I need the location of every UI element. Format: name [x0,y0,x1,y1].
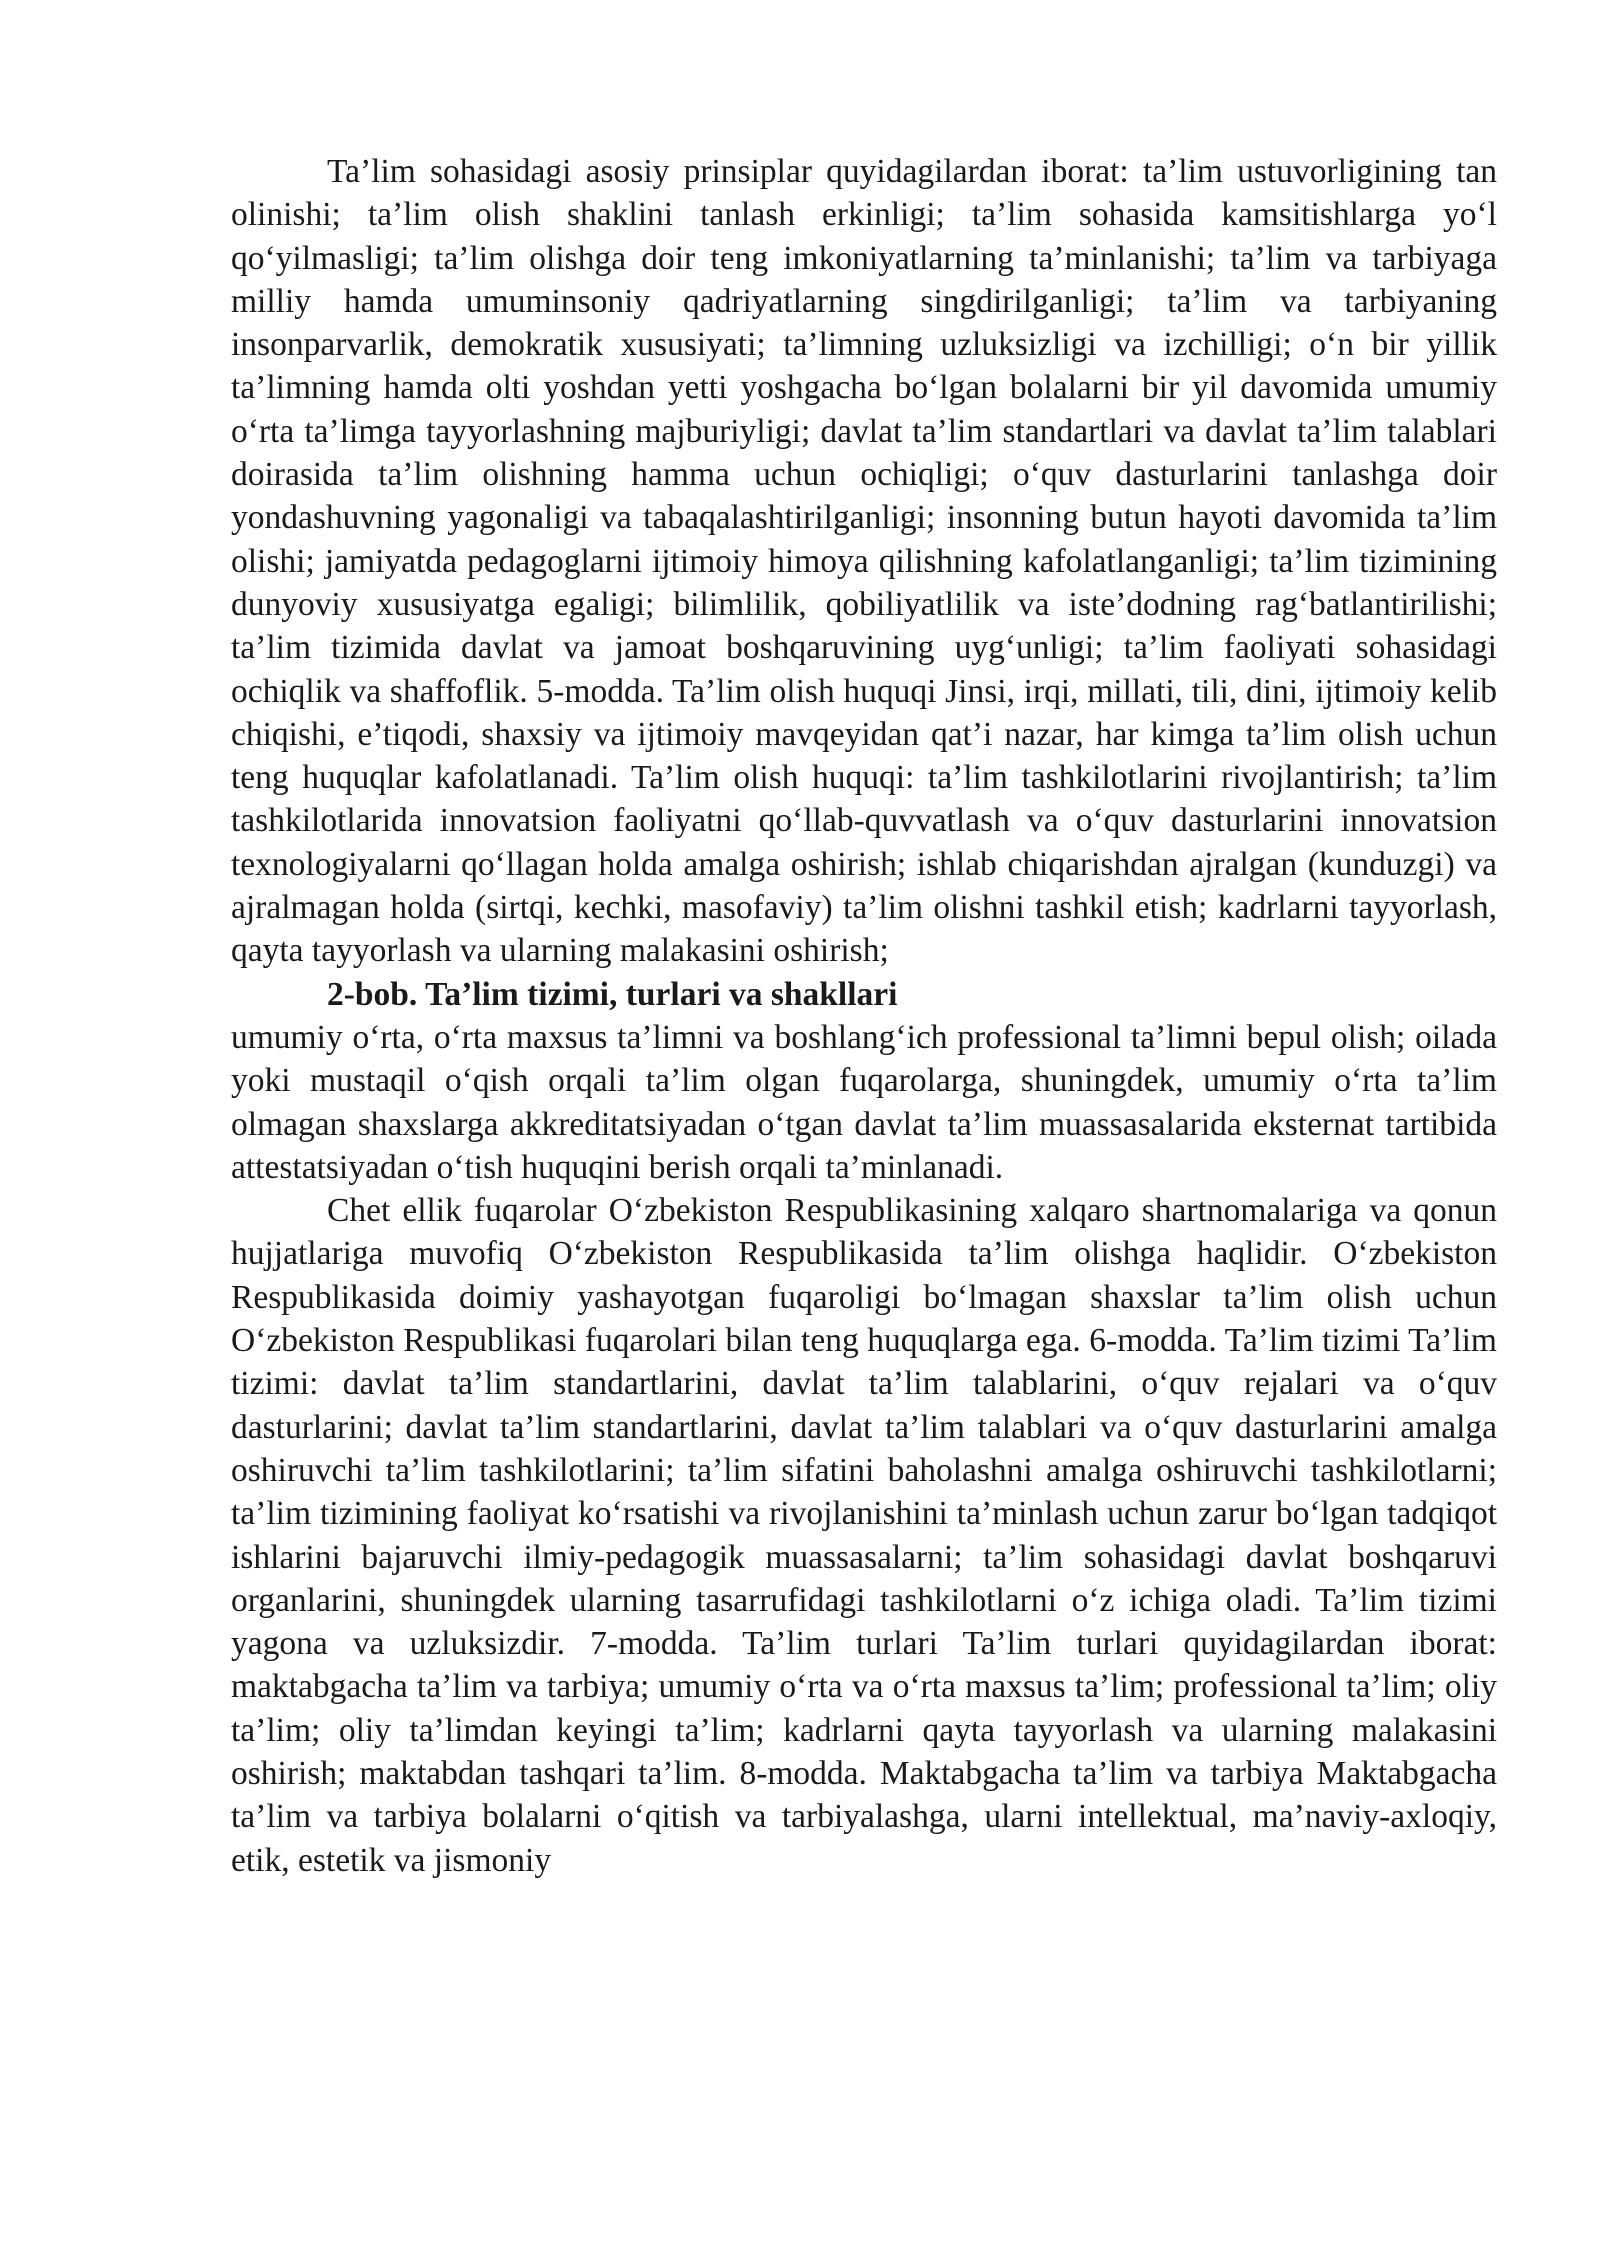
paragraph-rights-continued: umumiy o‘rta, o‘rta maxsus ta’limni va boshlang‘ich professional ta’limni bepul olish; oilada yoki mustaqil o‘qish orqali ta’lim olgan fuqarolarga, shuningdek, umumiy o‘rta ta’lim olmagan shaxslarga akkreditatsiyadan o‘tgan davlat ta’lim muassasalarida eksternat tartibida attestatsiyadan o‘tish huquqini berish orqali ta’minlanadi. [231,1018,1497,1186]
paragraph-foreign-citizens: Chet ellik fuqarolar O‘zbekiston Respublikasining xalqaro shartnomalariga va qonun hujjatlariga muvofiq O‘zbekiston Respublikasida ta’lim olishga haqlidir. O‘zbekiston Respublikasida doimiy yashayotgan fuqaroligi bo‘lmagan shaxslar ta’lim olish uchun O‘zbekiston Respublikasi fuqarolari bilan teng huquqlarga ega. 6-modda. Ta’lim tizimi Ta’lim tizimi: davlat ta’lim standartlarini, davlat ta’lim talablarini, o‘quv rejalari va o‘quv dasturlarini; davlat ta’lim standartlarini, davlat ta’lim talablari va o‘quv dasturlarini amalga oshiruvchi ta’lim tashkilotlarini; ta’lim sifatini baholashni amalga oshiruvchi tashkilotlarni; ta’lim tizimining faoliyat ko‘rsatishi va rivojlanishini ta’minlash uchun zarur bo‘lgan tadqiqot ishlarini bajaruvchi ilmiy-pedagogik muassasalarni; ta’lim sohasidagi davlat boshqaruvi organlarini, shuningdek ularning tasarrufidagi tashkilotlarni o‘z ichiga oladi. Ta’lim tizimi yagona va uzluksizdir. 7-modda. Ta’lim turlari Ta’lim turlari quyidagilardan iborat: maktabgacha ta’lim va tarbiya; umumiy o‘rta va o‘rta maxsus ta’lim; professional ta’lim; oliy ta’lim; oliy ta’limdan keyingi ta’lim; kadrlarni qayta tayyorlash va ularning malakasini oshirish; maktabdan tashqari ta’lim. 8-modda. Maktabgacha ta’lim va tarbiya Maktabgacha ta’lim va tarbiya bolalarni o‘qitish va tarbiyalashga, ularni intellektual, ma’naviy-axloqiy, etik, estetik va jismoniy [231,1192,1497,1879]
chapter-heading: 2-bob. Ta’lim tizimi, turlari va shakllari [327,975,898,1013]
paragraph-principles: Ta’lim sohasidagi asosiy prinsiplar quyidagilardan iborat: ta’lim ustuvorligining tan olinishi; ta’lim olish shaklini tanlash erkinligi; ta’lim sohasida kamsitishlarga yo‘l qo‘yilmasligi; ta’lim olishga doir teng imkoniyatlarning ta’minlanishi; ta’lim va tarbiyaga milliy hamda umuminsoniy qadriyatlarning singdirilganligi; ta’lim va tarbiyaning insonparvarlik, demokratik xususiyati; ta’limning uzluksizligi va izchilligi; o‘n bir yillik ta’limning hamda olti yoshdan yetti yoshgacha bo‘lgan bolalarni bir yil davomida umumiy o‘rta ta’limga tayyorlashning majburiyligi; davlat ta’lim standartlari va davlat ta’lim talablari doirasida ta’lim olishning hamma uchun ochiqligi; o‘quv dasturlarini tanlashga doir yondashuvning yagonaligi va tabaqalashtirilganligi; insonning butun hayoti davomida ta’lim olishi; jamiyatda pedagoglarni ijtimoiy himoya qilishning kafolatlanganligi; ta’lim tizimining dunyoviy xususiyatga egaligi; bilimlilik, qobiliyatlilik va iste’dodning rag‘batlantirilishi; ta’lim tizimida davlat va jamoat boshqaruvining uyg‘unligi; ta’lim faoliyati sohasidagi ochiqlik va shaffoflik. 5-modda. Ta’lim olish huquqi Jinsi, irqi, millati, tili, dini, ijtimoiy kelib chiqishi, e’tiqodi, shaxsiy va ijtimoiy mavqeyidan qat’i nazar, har kimga ta’lim olish uchun teng huquqlar kafolatlanadi. Ta’lim olish huquqi: ta’lim tashkilotlarini rivojlantirish; ta’lim tashkilotlarida innovatsion faoliyatni qo‘llab-quvvatlash va o‘quv dasturlarini innovatsion texnologiyalarni qo‘llagan holda amalga oshirish; ishlab chiqarishdan ajralgan (kunduzgi) va ajralmagan holda (sirtqi, kechki, masofaviy) ta’lim olishni tashkil etish; kadrlarni tayyorlash, qayta tayyorlash va ularning malakasini oshirish; [231,153,1497,970]
document-page [231,150,1497,1882]
